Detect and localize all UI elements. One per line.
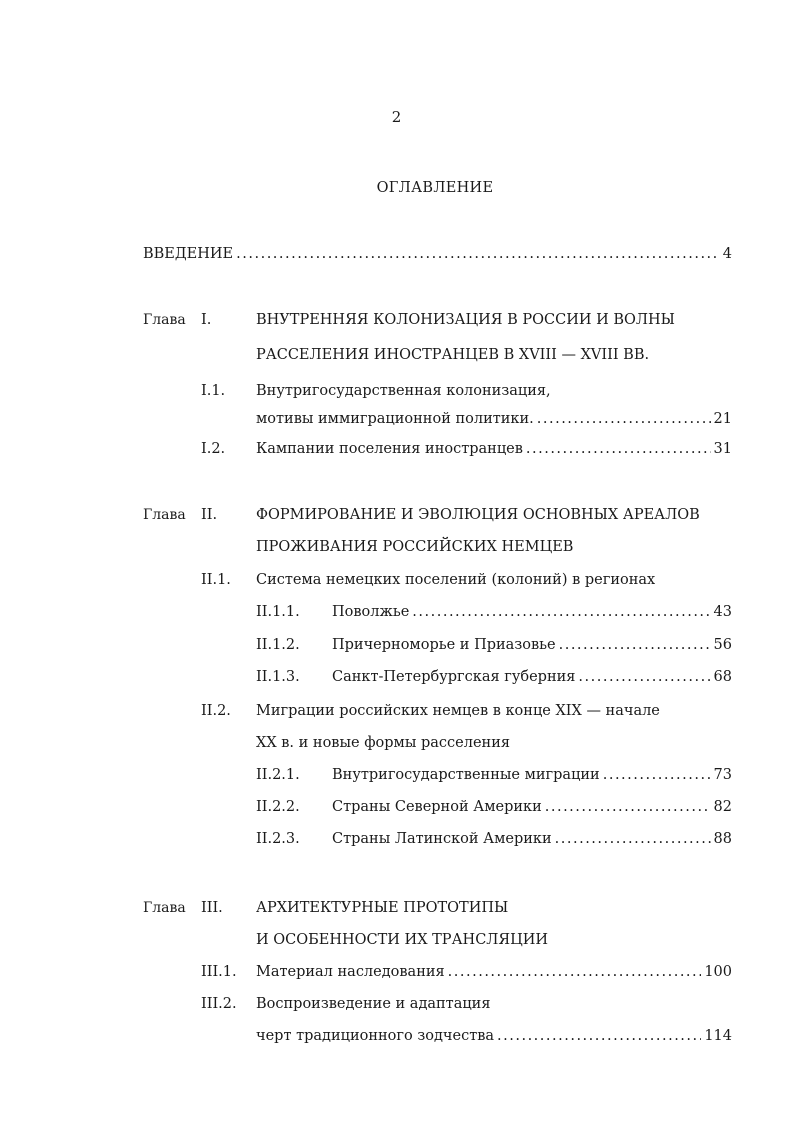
section-title: Внутригосударственная колонизация, [256, 383, 551, 399]
subsection-number: II.1.3. [256, 669, 300, 685]
entry-page: 4 [722, 246, 732, 262]
section-number: III.2. [201, 996, 237, 1012]
chapter-title: ФОРМИРОВАНИЕ И ЭВОЛЮЦИЯ ОСНОВНЫХ АРЕАЛОВ [256, 507, 700, 523]
section-number: III.1. [201, 964, 237, 980]
entry-page: 68 [713, 669, 732, 685]
section-number: I.1. [201, 383, 226, 399]
chapter-title: ПРОЖИВАНИЯ РОССИЙСКИХ НЕМЦЕВ [256, 539, 574, 555]
entry-page: 31 [713, 441, 732, 457]
subsection-number: II.1.2. [256, 637, 300, 653]
chapter-prefix: Глава [143, 312, 186, 328]
entry-page: 88 [713, 831, 732, 847]
toc-entry[interactable] [332, 798, 732, 816]
toc-entry[interactable] [332, 766, 732, 784]
section-number: I.2. [201, 441, 226, 457]
entry-page: 100 [704, 964, 732, 980]
chapter-prefix: Глава [143, 507, 186, 523]
entry-page: 56 [713, 637, 732, 653]
dot-leader [537, 410, 711, 428]
entry-page: 43 [713, 604, 732, 620]
entry-page: 82 [713, 799, 732, 815]
entry-title: Санкт-Петербургская губерния [332, 669, 576, 685]
section-title: XX в. и новые формы расселения [256, 735, 511, 751]
entry-page: 21 [713, 411, 732, 427]
dot-leader [545, 798, 711, 816]
toc-entry-intro[interactable] [143, 245, 732, 263]
chapter-prefix: Глава [143, 900, 186, 916]
chapter-number: I. [201, 312, 212, 328]
dot-leader [559, 636, 711, 654]
entry-page: 73 [713, 767, 732, 783]
entry-title: мотивы иммиграционной политики. [256, 411, 534, 427]
toc-entry[interactable] [332, 668, 732, 686]
toc-entry[interactable] [256, 1027, 732, 1045]
toc-entry[interactable] [332, 636, 732, 654]
subsection-number: II.2.1. [256, 767, 300, 783]
entry-title: Материал наследования [256, 964, 445, 980]
entry-title: Поволжье [332, 604, 410, 620]
dot-leader [497, 1027, 701, 1045]
section-title: Система немецких поселений (колоний) в регионах [256, 572, 656, 588]
entry-title: Страны Северной Америки [332, 799, 542, 815]
subsection-number: II.1.1. [256, 604, 300, 620]
entry-title: Внутригосударственные миграции [332, 767, 600, 783]
toc-entry[interactable] [256, 410, 732, 428]
dot-leader [526, 440, 711, 458]
section-number: II.2. [201, 703, 231, 719]
entry-title: Страны Латинской Америки [332, 831, 552, 847]
chapter-title: АРХИТЕКТУРНЫЕ ПРОТОТИПЫ [256, 900, 509, 916]
entry-page: 114 [704, 1028, 732, 1044]
page-number: 2 [391, 108, 402, 126]
dot-leader [412, 603, 710, 621]
dot-leader [448, 963, 702, 981]
chapter-number: III. [201, 900, 223, 916]
toc-entry[interactable] [256, 963, 732, 981]
toc-entry[interactable] [256, 440, 732, 458]
section-title: Воспроизведение и адаптация [256, 996, 491, 1012]
dot-leader [555, 830, 711, 848]
subsection-number: II.2.2. [256, 799, 300, 815]
entry-title: ВВЕДЕНИЕ [143, 246, 234, 262]
chapter-number: II. [201, 507, 218, 523]
entry-title: Кампании поселения иностранцев [256, 441, 523, 457]
entry-title: Причерноморье и Приазовье [332, 637, 556, 653]
toc-entry[interactable] [332, 830, 732, 848]
entry-title: черт традиционного зодчества [256, 1028, 495, 1044]
dot-leader [578, 668, 710, 686]
section-number: II.1. [201, 572, 231, 588]
toc-title: ОГЛАВЛЕНИЕ [376, 180, 494, 196]
section-title: Миграции российских немцев в конце XIX — начале [256, 703, 660, 719]
toc-entry[interactable] [332, 603, 732, 621]
subsection-number: II.2.3. [256, 831, 300, 847]
chapter-title: ВНУТРЕННЯЯ КОЛОНИЗАЦИЯ В РОССИИ И ВОЛНЫ [256, 312, 675, 328]
dot-leader [603, 766, 711, 784]
chapter-title: РАССЕЛЕНИЯ ИНОСТРАНЦЕВ В XVIII — XVIII ВВ. [256, 347, 650, 363]
dot-leader [236, 245, 720, 263]
chapter-title: И ОСОБЕННОСТИ ИХ ТРАНСЛЯЦИИ [256, 932, 549, 948]
